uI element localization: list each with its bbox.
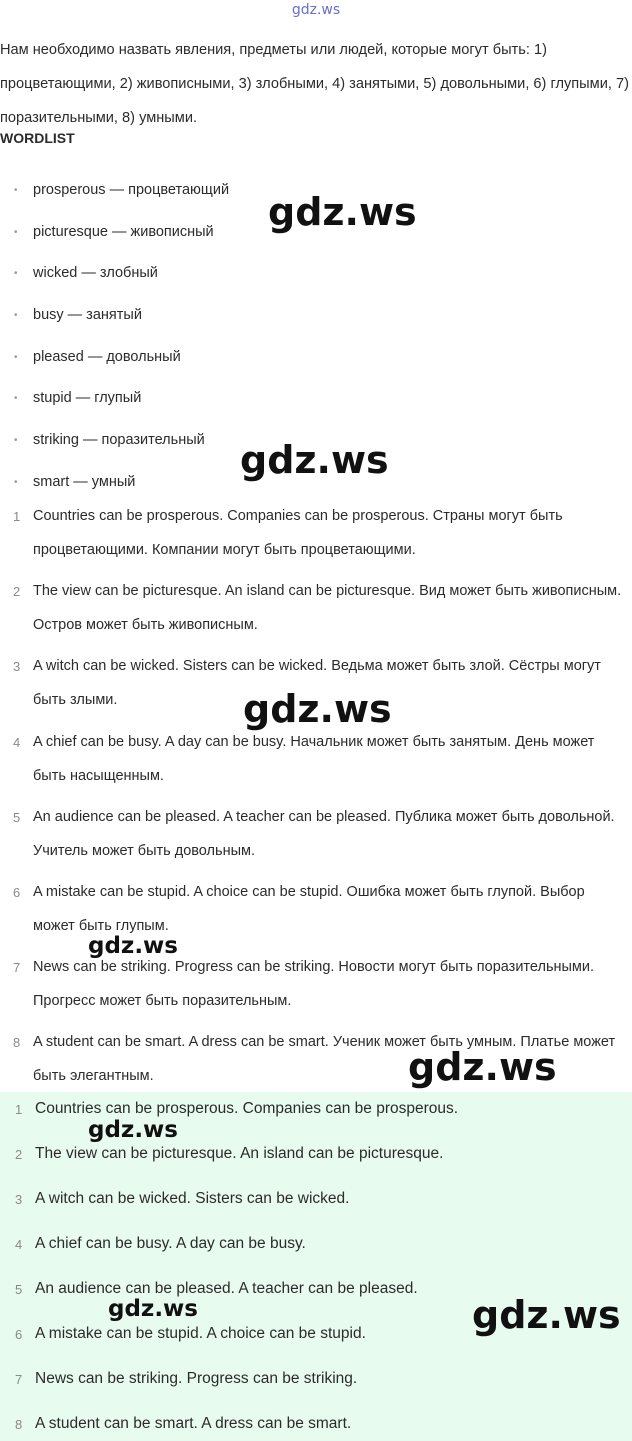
- answer-text: A student can be smart. A dress can be smart. Ученик может быть умным. Платье может быть элегантным.: [33, 1034, 616, 1084]
- answer-number: 2: [13, 584, 21, 599]
- final-answer-number: 1: [15, 1102, 23, 1117]
- watermark: gdz.ws: [108, 1296, 198, 1322]
- answer-text: News can be striking. Progress can be striking. Новости могут быть поразительными. Прогресс может быть поразительным.: [33, 959, 595, 1009]
- answer-text: A chief can be busy. A day can be busy. Начальник может быть занятым. День может быть насыщенным.: [33, 734, 595, 784]
- final-answer-number: 8: [15, 1417, 23, 1432]
- final-answer-text: A mistake can be stupid. A choice can be stupid.: [35, 1325, 366, 1342]
- final-answer-number: 3: [15, 1192, 23, 1207]
- watermark: gdz.ws: [240, 438, 389, 482]
- final-answer-text: An audience can be pleased. A teacher can be pleased.: [35, 1280, 418, 1297]
- final-answer-number: 6: [15, 1327, 23, 1342]
- wordlist-item: pleased — довольный: [33, 349, 181, 365]
- answer-text: A mistake can be stupid. A choice can be stupid. Ошибка может быть глупой. Выбор может быть глупым.: [33, 884, 585, 934]
- bullet-icon: •: [14, 268, 18, 279]
- watermark: gdz.ws: [88, 933, 178, 959]
- wordlist-item: wicked — злобный: [33, 265, 158, 281]
- final-answer-text: The view can be picturesque. An island can be picturesque.: [35, 1145, 444, 1162]
- bullet-icon: •: [14, 435, 18, 446]
- answer-text: The view can be picturesque. An island can be picturesque. Вид может быть живописным. Остров может быть живописным.: [33, 583, 622, 633]
- final-answer-number: 7: [15, 1372, 23, 1387]
- final-answer-text: A witch can be wicked. Sisters can be wicked.: [35, 1190, 350, 1207]
- answer-number: 1: [13, 509, 21, 524]
- bullet-icon: •: [14, 185, 18, 196]
- answer-number: 4: [13, 735, 21, 750]
- wordlist-item: striking — поразительный: [33, 432, 205, 448]
- watermark: gdz.ws: [472, 1293, 621, 1337]
- answer-number: 3: [13, 659, 21, 674]
- wordlist-item: picturesque — живописный: [33, 224, 214, 240]
- bullet-icon: •: [14, 310, 18, 321]
- final-answer-text: News can be striking. Progress can be striking.: [35, 1370, 358, 1387]
- answer-number: 7: [13, 960, 21, 975]
- wordlist-title: WORDLIST: [0, 130, 75, 146]
- watermark: gdz.ws: [268, 190, 417, 234]
- answer-text: Countries can be prosperous. Companies can be prosperous. Страны могут быть процветающими. Компании могут быть процветающими.: [33, 508, 563, 558]
- bullet-icon: •: [14, 227, 18, 238]
- final-answer-text: A student can be smart. A dress can be smart.: [35, 1415, 352, 1432]
- bullet-icon: •: [14, 352, 18, 363]
- bullet-icon: •: [14, 393, 18, 404]
- watermark: gdz.ws: [88, 1117, 178, 1143]
- final-answer-text: Countries can be prosperous. Companies can be prosperous.: [35, 1100, 459, 1117]
- final-answer-number: 4: [15, 1237, 23, 1252]
- answer-text: An audience can be pleased. A teacher can be pleased. Публика может быть довольной. Учитель может быть довольным.: [33, 809, 615, 859]
- final-answer-text: A chief can be busy. A day can be busy.: [35, 1235, 306, 1252]
- wordlist-item: prosperous — процветающий: [33, 182, 230, 198]
- wordlist-item: smart — умный: [33, 474, 136, 490]
- wordlist-item: busy — занятый: [33, 307, 142, 323]
- wordlist-item: stupid — глупый: [33, 390, 142, 406]
- final-answer-box: [0, 1092, 632, 1441]
- bullet-icon: •: [14, 477, 18, 488]
- final-answer-number: 2: [15, 1147, 23, 1162]
- answer-number: 6: [13, 885, 21, 900]
- final-answer-number: 5: [15, 1282, 23, 1297]
- task-intro: Нам необходимо назвать явления, предметы или людей, которые могут быть: 1) процветающими, 2) живописными, 3) злобными, 4) занятыми, 5) довольными, 6) глупыми, 7) поразительными, 8) умными.: [0, 42, 629, 126]
- site-mark: gdz.ws: [291, 2, 341, 18]
- watermark: gdz.ws: [408, 1045, 557, 1089]
- watermark: gdz.ws: [243, 687, 392, 731]
- answer-text: A witch can be wicked. Sisters can be wicked. Ведьма может быть злой. Сёстры могут быть злыми.: [33, 658, 601, 708]
- answer-number: 5: [13, 810, 21, 825]
- answer-number: 8: [13, 1035, 21, 1050]
